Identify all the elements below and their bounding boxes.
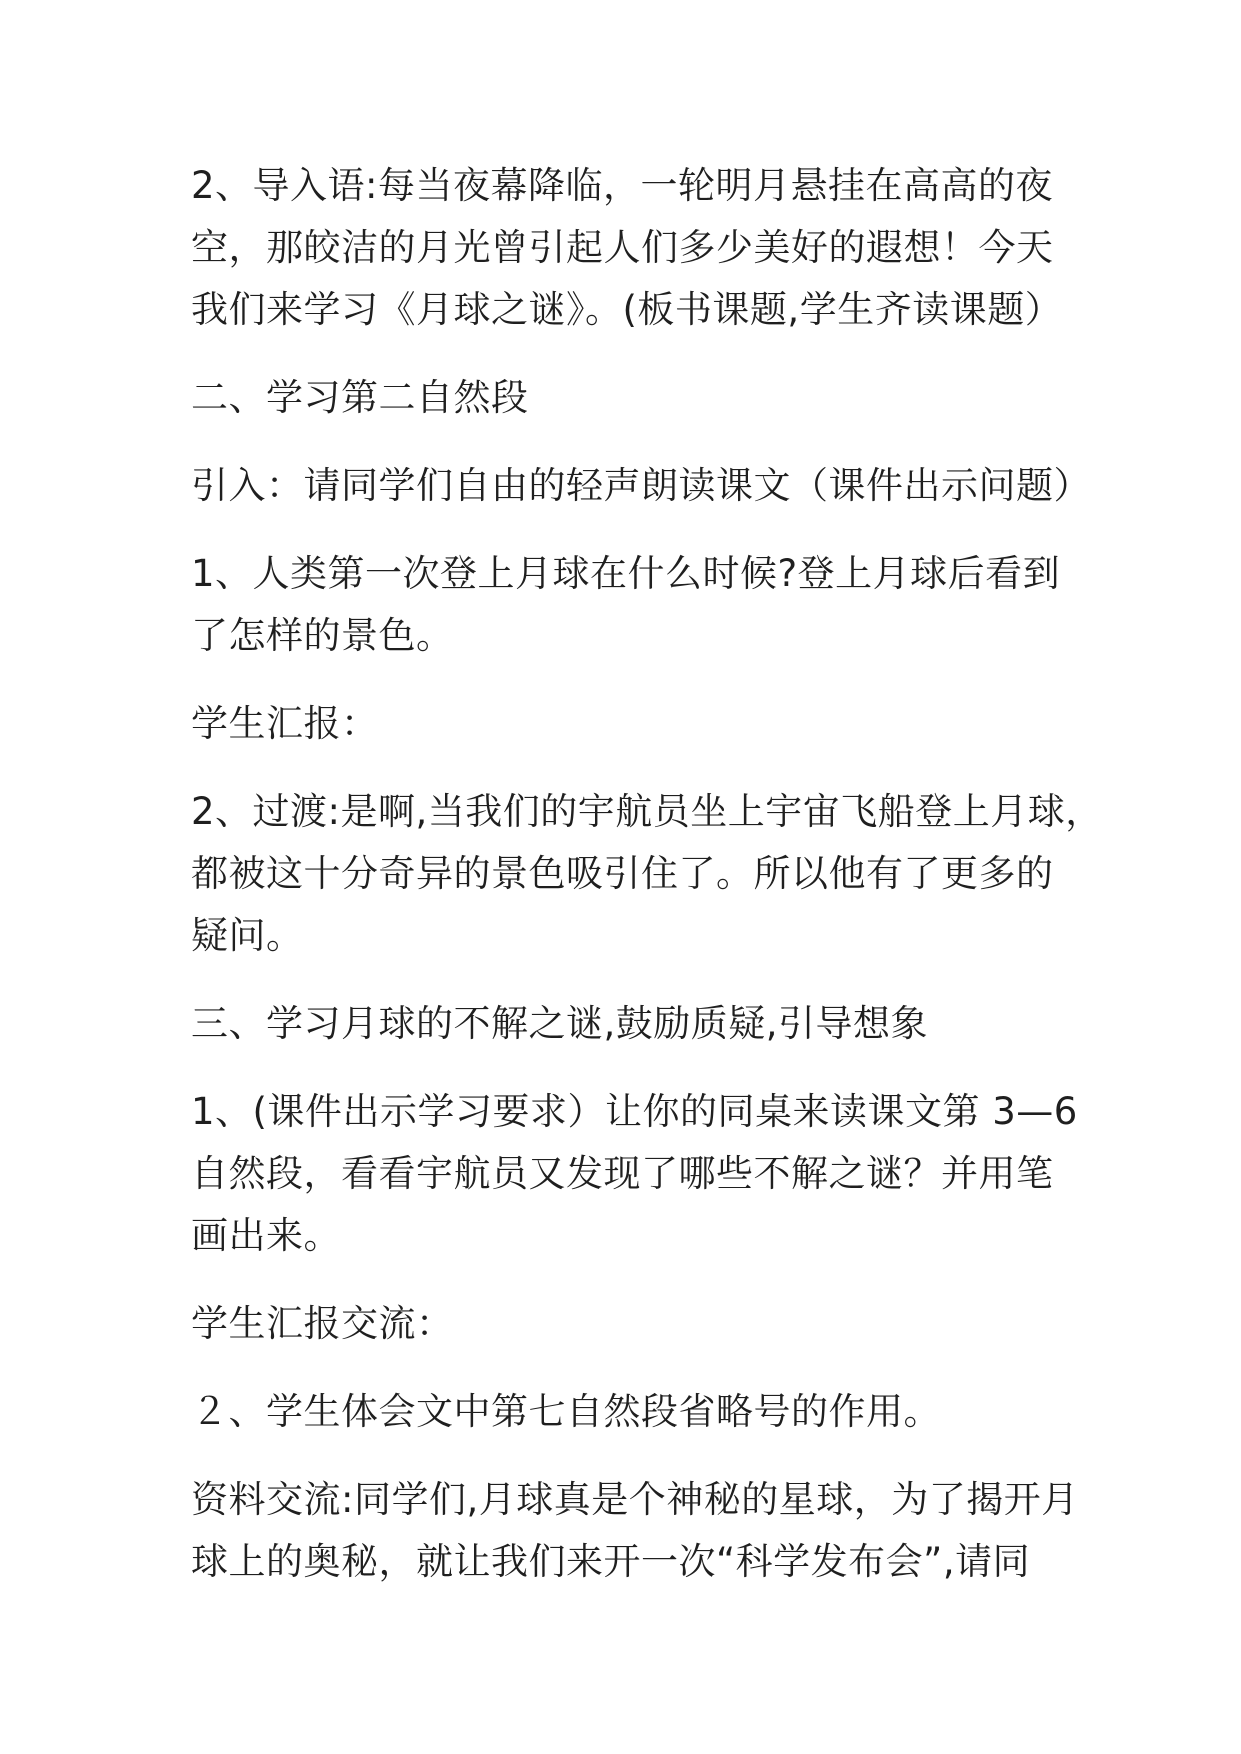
paragraph-intro: [191, 155, 1061, 341]
text-line: 自然段，看看宇航员又发现了哪些不解之谜？并用笔: [191, 1152, 1054, 1195]
text-line: 我们来学习《月球之谜》。(板书课题,学生齐读课题）: [191, 288, 1063, 331]
text-line: 2、过渡:是啊,当我们的宇航员坐上宇宙飞船登上月球，: [191, 790, 1103, 833]
text-line: 学生汇报交流：: [191, 1302, 454, 1345]
paragraph-materials: [191, 1469, 1079, 1593]
text-line: 疑问。: [191, 914, 304, 957]
text-line: 球上的奥秘，就让我们来开一次“科学发布会”,请同: [191, 1540, 1031, 1583]
text-line: 2、导入语:每当夜幕降临，一轮明月悬挂在高高的夜: [191, 164, 1054, 207]
paragraph-ellipsis: [191, 1381, 1061, 1443]
paragraph-question-1: [191, 543, 1061, 667]
text-line: 引入：请同学们自由的轻声朗读课文（课件出示问题）: [191, 464, 1091, 507]
paragraph-lead-in: [191, 455, 1091, 517]
document-body: [191, 155, 1103, 1619]
section-heading-3: [191, 993, 1061, 1055]
text-line: ２、学生体会文中第七自然段省略号的作用。: [191, 1390, 941, 1433]
paragraph-student-report: [191, 693, 1061, 755]
paragraph-student-exchange: [191, 1293, 1061, 1355]
text-line: 学生汇报：: [191, 702, 379, 745]
text-line: 空，那皎洁的月光曾引起人们多少美好的遐想！今天: [191, 226, 1054, 269]
text-line: 了怎样的景色。: [191, 614, 454, 657]
text-line: 1、(课件出示学习要求）让你的同桌来读课文第 3—6: [191, 1090, 1078, 1133]
paragraph-task: [191, 1081, 1078, 1267]
text-line: 1、人类第一次登上月球在什么时候?登上月球后看到: [191, 552, 1061, 595]
section-heading-2: [191, 367, 1061, 429]
text-line: 资料交流:同学们,月球真是个神秘的星球，为了揭开月: [191, 1478, 1079, 1521]
text-line: 画出来。: [191, 1214, 341, 1257]
text-line: 三、学习月球的不解之谜,鼓励质疑,引导想象: [191, 1002, 929, 1045]
paragraph-transition: [191, 781, 1103, 967]
text-line: 都被这十分奇异的景色吸引住了。所以他有了更多的: [191, 852, 1054, 895]
text-line: 二、学习第二自然段: [191, 376, 529, 419]
